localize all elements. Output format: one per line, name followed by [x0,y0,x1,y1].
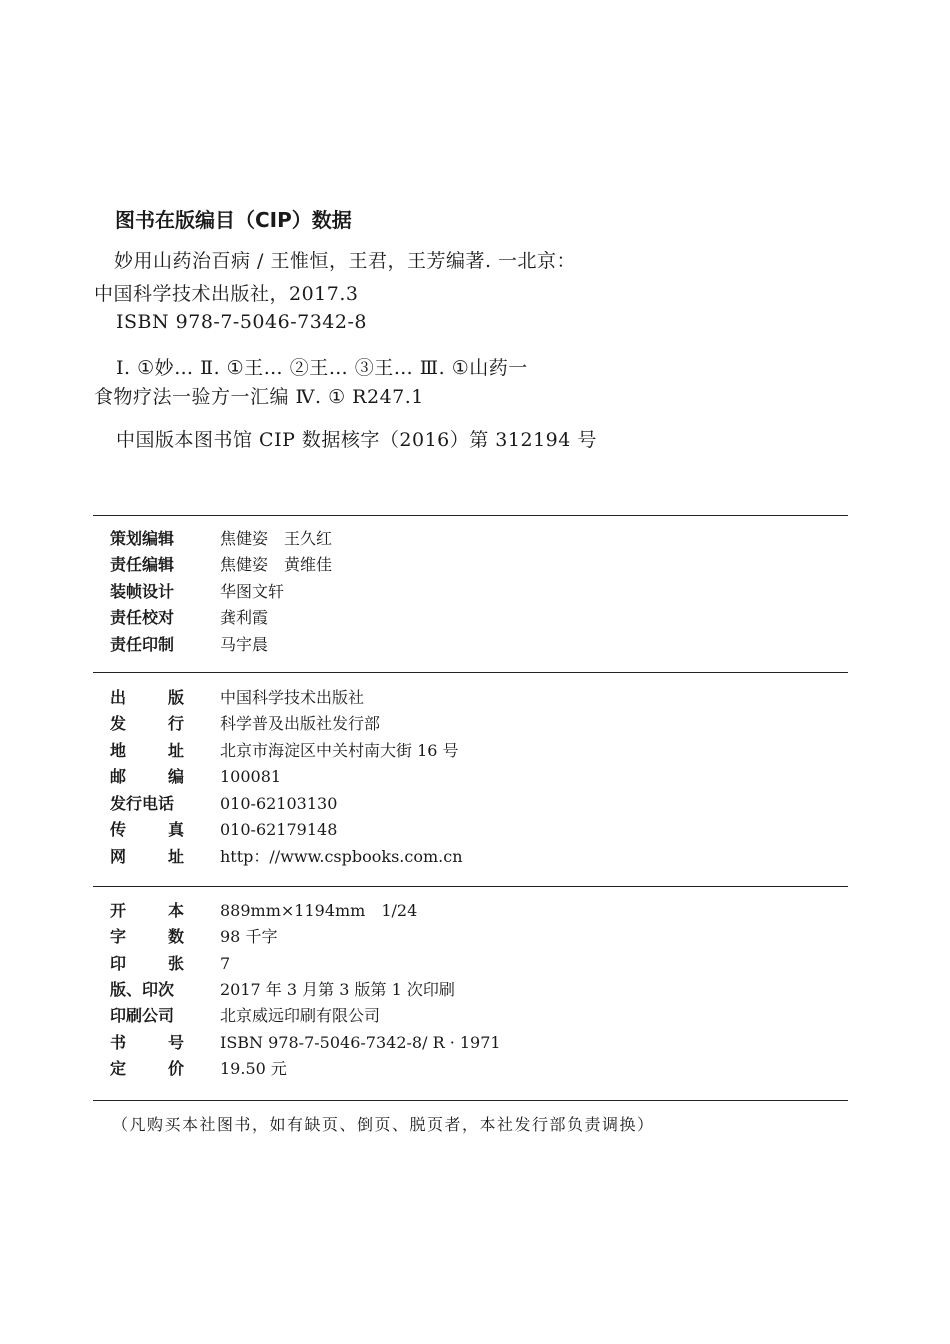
cip-title-line: 妙用山药治百病 / 王惟恒，王君，王芳编著. 一北京： [114,250,577,272]
publishing-label: 网 址 [110,847,184,866]
spec-label: 字 数 [110,927,184,946]
editor-label: 策划编辑 [110,529,175,548]
divider [93,515,848,516]
footer-note: （凡购买本社图书，如有缺页、倒页、脱页者，本社发行部负责调换） [112,1115,655,1134]
spec-value: 19.50 元 [220,1059,287,1078]
spec-value: 98 千字 [220,927,278,946]
spec-value: ISBN 978-7-5046-7342-8/ R · 1971 [220,1033,501,1052]
spec-value: 北京威远印刷有限公司 [220,1006,381,1025]
spec-value: 7 [220,954,231,973]
editor-value: 焦健姿 黄维佳 [220,555,333,574]
editor-label: 装帧设计 [110,582,175,601]
publishing-value: 中国科学技术出版社 [220,688,365,707]
spec-label: 印 张 [110,954,184,973]
divider [93,1100,848,1101]
divider [93,672,848,673]
publishing-value: 010-62103130 [220,794,338,813]
publishing-label: 地 址 [110,741,184,760]
publishing-label: 发行电话 [110,794,175,813]
publishing-value: 010-62179148 [220,820,338,839]
editor-label: 责任编辑 [110,555,175,574]
cip-number-line: 中国版本图书馆 CIP 数据核字（2016）第 312194 号 [116,429,597,451]
cip-publisher-line: 中国科学技术出版社，2017.3 [94,283,359,305]
publishing-value: 北京市海淀区中关村南大街 16 号 [220,741,459,760]
editor-value: 马宇晨 [220,635,269,654]
publishing-value: 科学普及出版社发行部 [220,714,381,733]
publishing-label: 传 真 [110,820,184,839]
publishing-value: 100081 [220,767,282,786]
editor-value: 焦健姿 王久红 [220,529,333,548]
cip-heading: 图书在版编目（CIP）数据 [115,208,352,232]
publishing-value: http：//www.cspbooks.com.cn [220,847,463,866]
spec-label: 书 号 [110,1033,184,1052]
publishing-label: 邮 编 [110,767,184,786]
spec-value: 2017 年 3 月第 3 版第 1 次印刷 [220,980,455,999]
publishing-label: 出 版 [110,688,184,707]
cip-subject-line-1: Ⅰ. ①妙… Ⅱ. ①王… ②王… ③王… Ⅲ. ①山药一 [116,357,528,379]
spec-label: 印刷公司 [110,1006,175,1025]
cip-subject-line-2: 食物疗法一验方一汇编 Ⅳ. ① R247.1 [94,386,424,408]
spec-label: 开 本 [110,901,184,920]
divider [93,886,848,887]
editor-value: 龚利霞 [220,608,269,627]
editor-value: 华图文轩 [220,582,285,601]
spec-label: 版、印次 [110,980,175,999]
editor-label: 责任校对 [110,608,175,627]
publishing-label: 发 行 [110,714,184,733]
spec-label: 定 价 [110,1059,184,1078]
cip-isbn-line: ISBN 978-7-5046-7342-8 [116,311,367,333]
editor-label: 责任印制 [110,635,175,654]
spec-value: 889mm×1194mm 1/24 [220,901,418,920]
